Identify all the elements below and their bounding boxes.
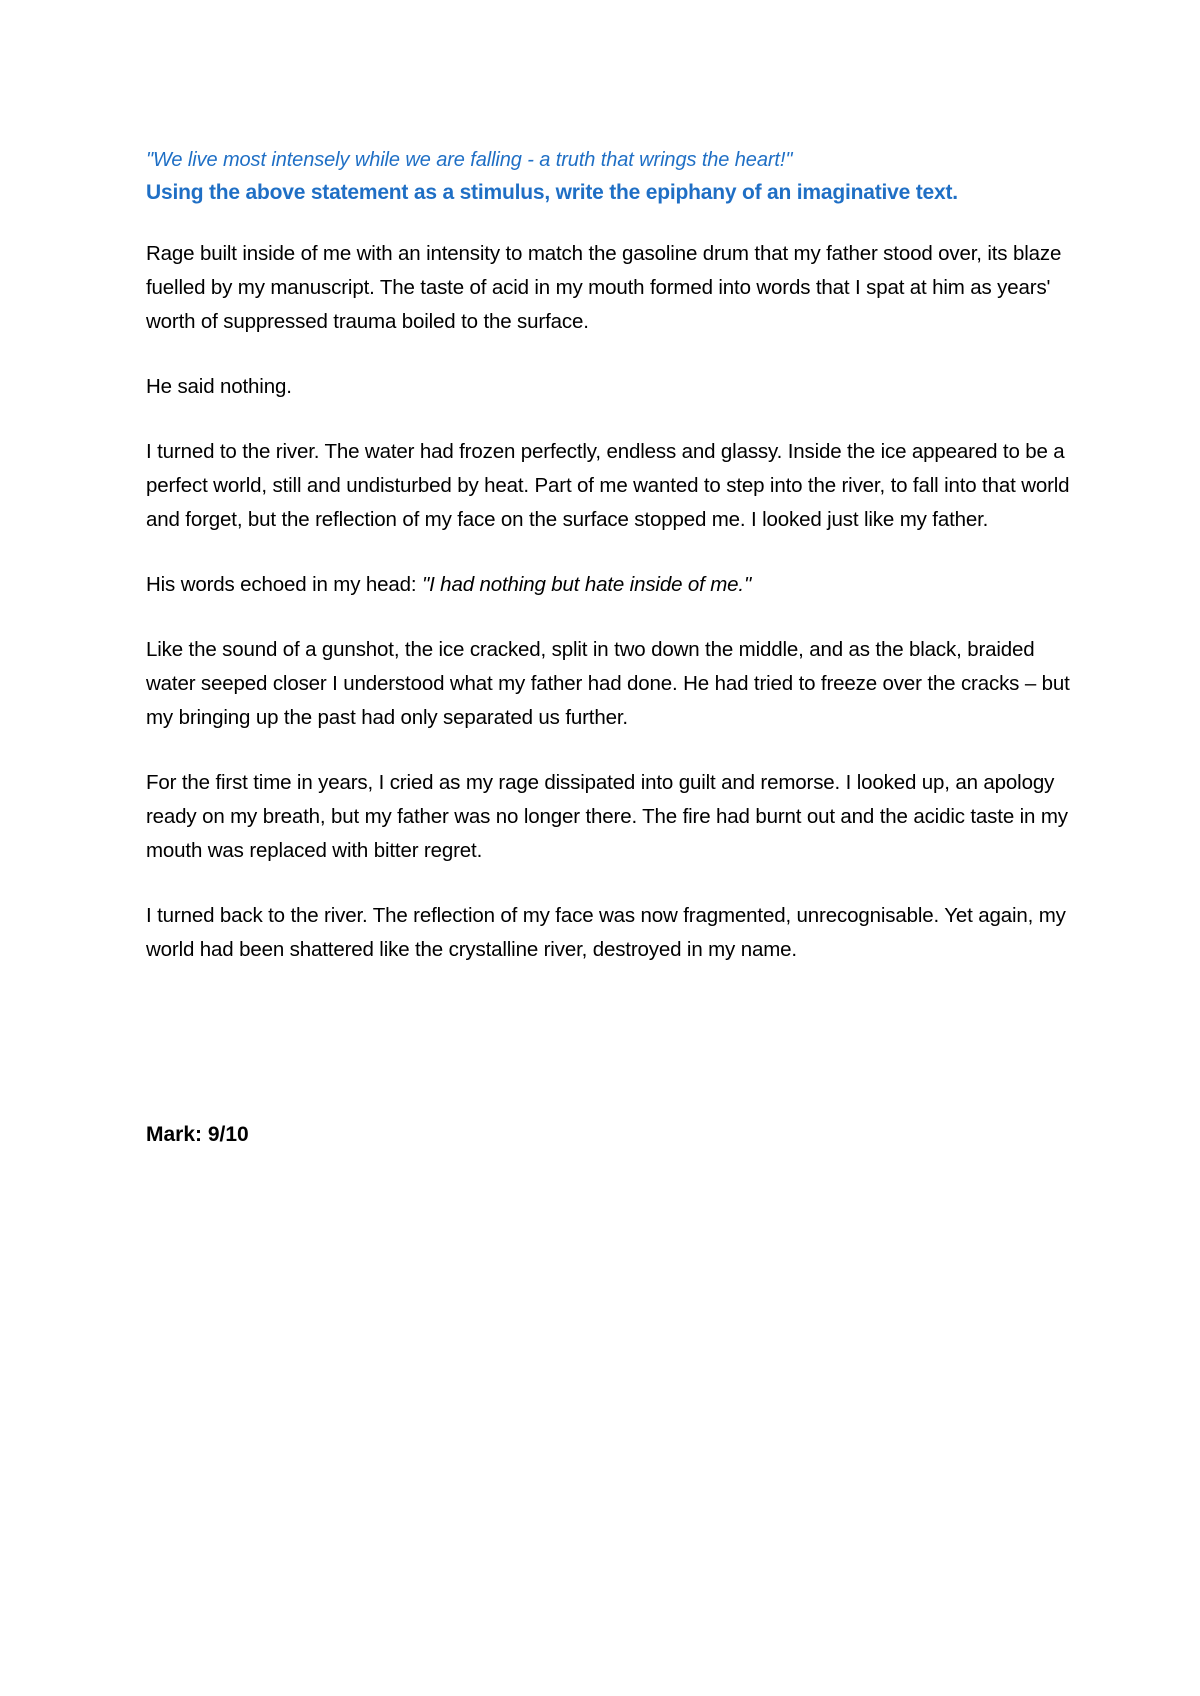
essay-paragraph-3: I turned to the river. The water had frozen perfectly, endless and glassy. Inside the ice appeared to be a perfect world, still and undisturbed by heat. Part of me wanted to step into the river, to fall into that world and forget, but the reflection of my face on the surface stopped me. I looked just like my father. (146, 440, 1070, 531)
essay-body (146, 237, 1070, 967)
prompt-quote: "We live most intensely while we are falling - a truth that wrings the heart!" (146, 149, 793, 171)
essay-paragraph-4 (146, 568, 1070, 602)
essay-paragraph-1: Rage built inside of me with an intensity to match the gasoline drum that my father stood over, its blaze fuelled by my manuscript. The taste of acid in my mouth formed into words that I spat at him as years' worth of suppressed trauma boiled to the surface. (146, 242, 1062, 333)
essay-paragraph-2: He said nothing. (146, 375, 292, 398)
prompt-instruction: Using the above statement as a stimulus, write the epiphany of an imaginative text. (146, 181, 958, 204)
essay-paragraph-5: Like the sound of a gunshot, the ice cracked, split in two down the middle, and as the black, braided water seeped closer I understood what my father had done. He had tried to freeze over the cracks – but my bringing up the past had only separated us further. (146, 638, 1070, 729)
essay-paragraph-6: For the first time in years, I cried as my rage dissipated into guilt and remorse. I looked up, an apology ready on my breath, but my father was no longer there. The fire had burnt out and the acidic taste in my mouth was replaced with bitter regret. (146, 771, 1068, 862)
mark-score: Mark: 9/10 (146, 1123, 249, 1146)
essay-paragraph-7: I turned back to the river. The reflection of my face was now fragmented, unrecognisable. Yet again, my world had been shattered like the crystalline river, destroyed in my name. (146, 904, 1066, 961)
essay-paragraph-4-quote: "I had nothing but hate inside of me." (421, 573, 752, 596)
essay-paragraph-4-lead: His words echoed in my head: (146, 573, 422, 596)
